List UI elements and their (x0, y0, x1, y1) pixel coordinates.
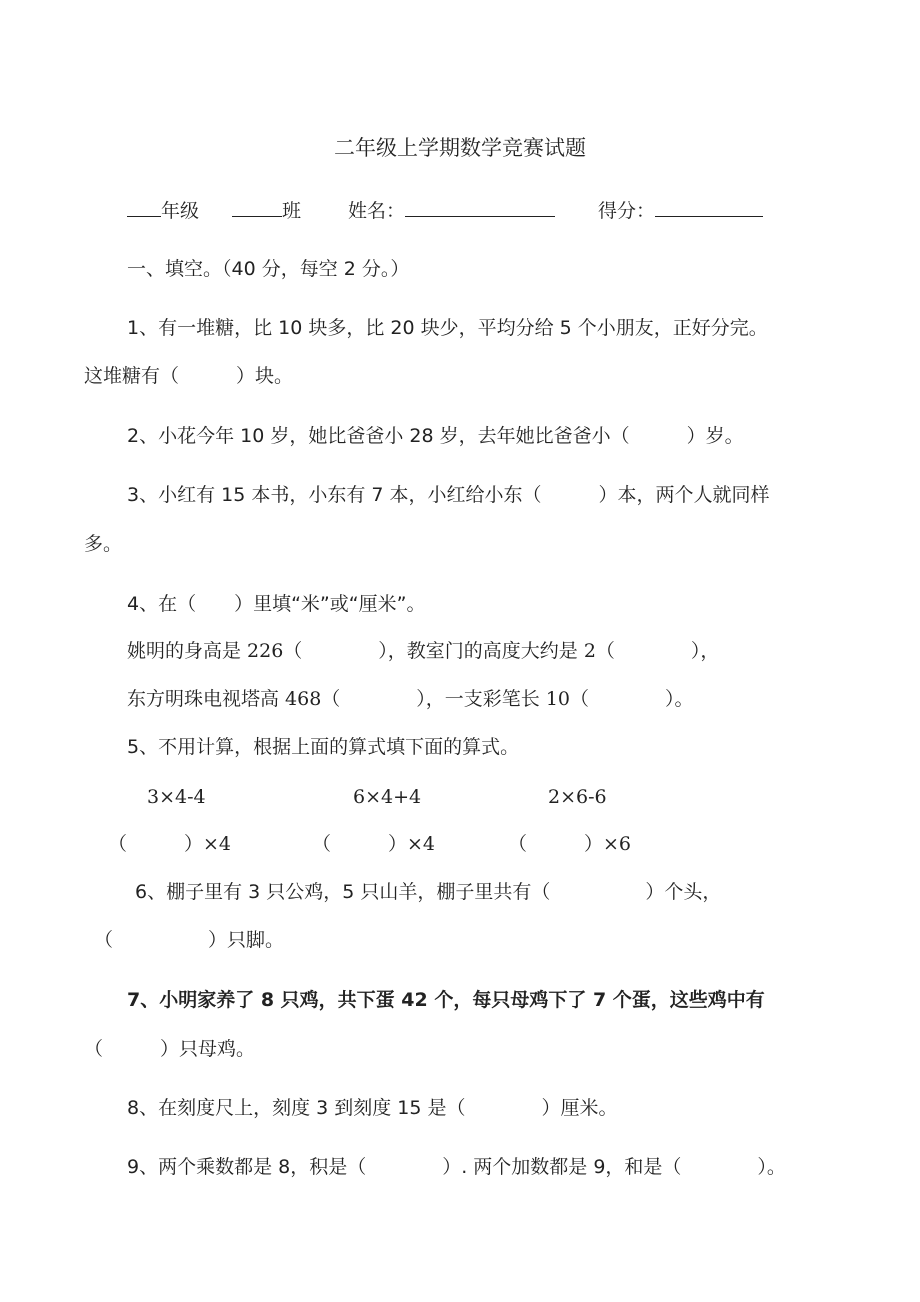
question-9: 9、两个乘数都是 8，积是（ ）. 两个加数都是 9，和是（ ）。 (127, 1156, 786, 1178)
question-7-line-2: （ ）只母鸡。 (84, 1038, 256, 1060)
question-5-expression-2: 6×4+4 (353, 786, 422, 808)
grade-label: 年级 (161, 200, 200, 222)
grade-field[interactable] (127, 194, 199, 225)
question-5-line-1: 5、不用计算，根据上面的算式填下面的算式。 (127, 736, 520, 758)
grade-blank[interactable] (127, 194, 161, 217)
name-label: 姓名： (348, 200, 406, 222)
name-field[interactable] (348, 194, 555, 225)
section-heading: 一、填空。（40 分，每空 2 分。） (127, 258, 410, 280)
name-blank[interactable] (405, 194, 555, 217)
question-5-expression-1: 3×4-4 (147, 786, 206, 808)
question-5-answer-2: （ ）×4 (312, 833, 436, 855)
score-field[interactable] (598, 194, 763, 225)
question-4-line-2: 姚明的身高是 226（ ），教室门的高度大约是 2（ ）， (127, 640, 720, 662)
class-blank[interactable] (232, 194, 282, 217)
question-6-line-1: 6、棚子里有 3 只公鸡，5 只山羊，棚子里共有（ ）个头， (135, 881, 722, 903)
question-3-line-1: 3、小红有 15 本书，小东有 7 本，小红给小东（ ）本，两个人就同样 (127, 484, 770, 506)
page-title: 二年级上学期数学竞赛试题 (334, 136, 586, 160)
class-label: 班 (282, 200, 302, 222)
score-blank[interactable] (655, 194, 763, 217)
score-label: 得分： (598, 200, 656, 222)
question-5-answer-3: （ ）×6 (508, 833, 632, 855)
question-8: 8、在刻度尺上，刻度 3 到刻度 15 是（ ）厘米。 (127, 1097, 618, 1119)
question-5-expression-3: 2×6-6 (548, 786, 607, 808)
question-3-line-2: 多。 (84, 533, 123, 555)
question-1-line-1: 1、有一堆糖，比 10 块多，比 20 块少，平均分给 5 个小朋友，正好分完。 (127, 317, 768, 339)
class-field[interactable] (232, 194, 301, 225)
question-1-line-2: 这堆糖有（ ）块。 (84, 365, 294, 387)
question-4-line-1: 4、在（ ）里填“米”或“厘米”。 (127, 593, 426, 615)
question-2: 2、小花今年 10 岁，她比爸爸小 28 岁，去年她比爸爸小（ ）岁。 (127, 425, 744, 447)
question-7-line-1: 7、小明家养了 8 只鸡，共下蛋 42 个，每只母鸡下了 7 个蛋，这些鸡中有 (127, 989, 765, 1011)
question-5-answer-1: （ ）×4 (108, 833, 232, 855)
question-4-line-3: 东方明珠电视塔高 468（ ），一支彩笔长 10（ ）。 (127, 688, 694, 710)
question-6-line-2: （ ）只脚。 (94, 929, 285, 951)
